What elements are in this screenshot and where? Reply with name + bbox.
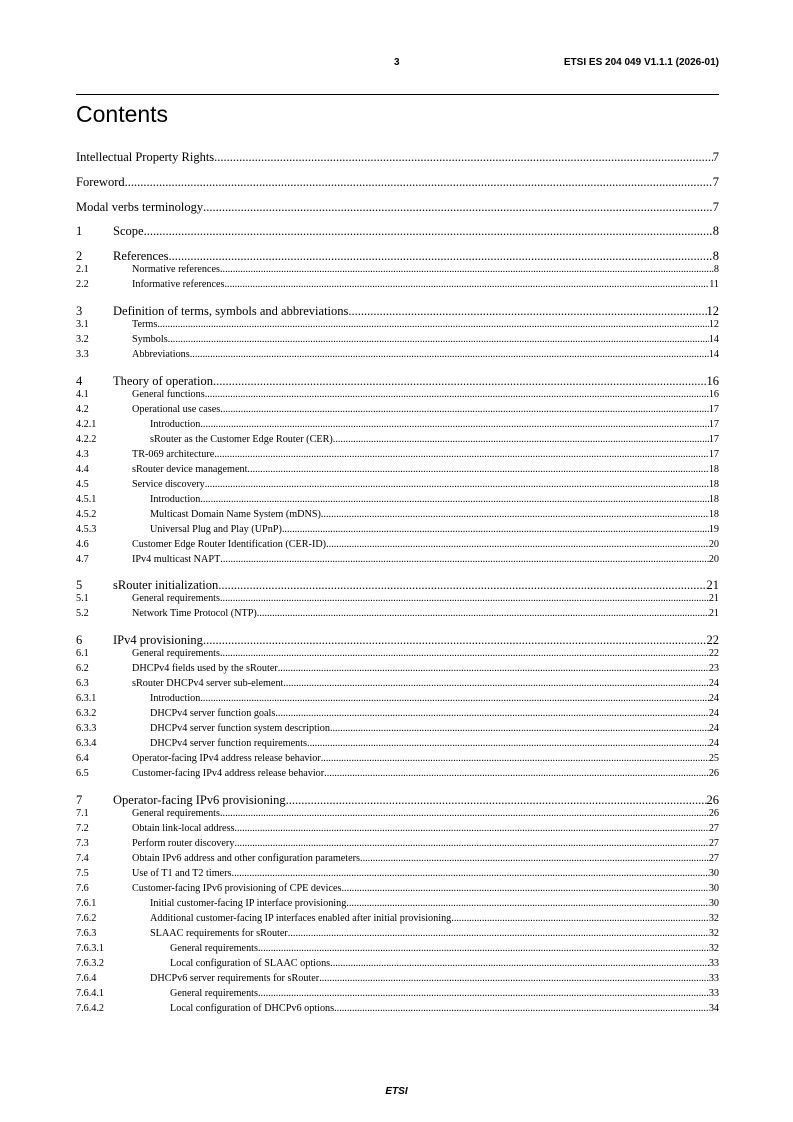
toc-entry-number: 5.1 xyxy=(76,593,89,604)
toc-entry-title: Customer-facing IPv6 provisioning of CPE devices xyxy=(132,883,342,894)
toc-leader-dots xyxy=(319,973,709,984)
toc-leader-dots xyxy=(213,374,707,389)
toc-entry-title: Operator-facing IPv6 provisioning xyxy=(113,793,286,807)
toc-leader-dots xyxy=(214,150,713,165)
toc-entry-title: Introduction xyxy=(150,419,201,430)
toc-entry-title: Universal Plug and Play (UPnP) xyxy=(150,524,282,535)
toc-entry-title: IPv4 multicast NAPT xyxy=(132,554,221,565)
toc-entry-page: 32 xyxy=(708,928,719,939)
toc-entry-title: Operator-facing IPv4 address release behavior xyxy=(132,753,321,764)
toc-leader-dots xyxy=(334,1003,709,1014)
toc-entry-title: Initial customer-facing IP interface provisioning xyxy=(150,898,347,909)
toc-entry[interactable] xyxy=(76,593,719,605)
toc-leader-dots xyxy=(234,838,708,849)
toc-leader-dots xyxy=(258,988,709,999)
toc-entry-title: General functions xyxy=(132,389,205,400)
toc-entry-page: 11 xyxy=(709,279,719,290)
toc-entry-number: 2.2 xyxy=(76,279,89,290)
toc-entry[interactable] xyxy=(76,279,719,291)
toc-entry-title: Terms xyxy=(132,319,158,330)
toc-entry-number: 4.1 xyxy=(76,389,89,400)
toc-entry-page: 22 xyxy=(706,633,719,647)
page-footer: ETSI xyxy=(385,1086,408,1097)
toc-leader-dots xyxy=(232,868,709,879)
toc-entry-title: sRouter DHCPv4 server sub-element xyxy=(132,678,284,689)
toc-entry[interactable] xyxy=(76,868,719,880)
toc-entry-number: 7.6 xyxy=(76,883,89,894)
toc-entry[interactable] xyxy=(76,464,719,476)
toc-entry[interactable] xyxy=(76,768,719,780)
toc-entry[interactable] xyxy=(76,554,719,566)
toc-entry-title: TR-069 architecture xyxy=(132,449,215,460)
toc-leader-dots xyxy=(214,449,709,460)
toc-entry[interactable] xyxy=(76,539,719,551)
toc-leader-dots xyxy=(220,808,709,819)
toc-leader-dots xyxy=(220,648,709,659)
toc-entry-page: 26 xyxy=(708,768,719,779)
toc-entry-title: DHCPv6 server requirements for sRouter xyxy=(150,973,320,984)
toc-entry-page: 16 xyxy=(708,389,719,400)
toc-leader-dots xyxy=(200,494,708,505)
toc-entry-title: sRouter as the Customer Edge Router (CER) xyxy=(150,434,333,445)
toc-leader-dots xyxy=(321,753,709,764)
toc-entry-page: 7 xyxy=(712,200,719,214)
toc-leader-dots xyxy=(275,708,708,719)
toc-entry-title: Network Time Protocol (NTP) xyxy=(132,608,257,619)
toc-entry-page: 8 xyxy=(712,249,719,263)
toc-entry[interactable] xyxy=(76,883,719,895)
toc-leader-dots xyxy=(247,464,708,475)
toc-entry[interactable] xyxy=(76,898,719,910)
toc-entry-number: 4.2.1 xyxy=(76,419,97,430)
toc-entry-page: 18 xyxy=(708,494,719,505)
toc-entry-title: Operational use cases xyxy=(132,404,221,415)
toc-entry-title: General requirements xyxy=(170,988,258,999)
toc-leader-dots xyxy=(200,693,708,704)
toc-entry-title: General requirements xyxy=(170,943,258,954)
toc-entry-page: 25 xyxy=(708,753,719,764)
toc-entry[interactable] xyxy=(76,578,719,594)
toc-leader-dots xyxy=(307,738,709,749)
toc-entry[interactable] xyxy=(76,419,719,431)
toc-entry-number: 7.1 xyxy=(76,808,89,819)
toc-entry[interactable] xyxy=(76,389,719,401)
toc-entry-page: 18 xyxy=(708,464,719,475)
toc-entry[interactable] xyxy=(76,958,719,970)
toc-entry-title: Scope xyxy=(113,224,144,238)
toc-entry-page: 8 xyxy=(712,224,719,238)
toc-entry-page: 27 xyxy=(708,823,719,834)
toc-entry-number: 2.1 xyxy=(76,264,89,275)
toc-leader-dots xyxy=(324,768,709,779)
toc-entry-title: Modal verbs terminology xyxy=(76,200,204,214)
toc-leader-dots xyxy=(258,943,709,954)
toc-entry-page: 17 xyxy=(708,434,719,445)
toc-leader-dots xyxy=(346,898,708,909)
toc-entry-page: 26 xyxy=(706,793,719,807)
toc-entry-number: 4.5.1 xyxy=(76,494,97,505)
toc-entry-number: 7.3 xyxy=(76,838,89,849)
toc-entry-page: 18 xyxy=(708,479,719,490)
toc-entry[interactable] xyxy=(76,404,719,416)
toc-entry[interactable] xyxy=(76,374,719,390)
toc-entry-title: General requirements xyxy=(132,808,220,819)
toc-entry-title: Multicast Domain Name System (mDNS) xyxy=(150,509,321,520)
toc-entry-title: Informative references xyxy=(132,279,225,290)
toc-entry-number: 6.3.2 xyxy=(76,708,97,719)
toc-entry[interactable] xyxy=(76,853,719,865)
toc-entry-number: 7.2 xyxy=(76,823,89,834)
header-divider xyxy=(76,94,719,95)
toc-entry-number: 7.5 xyxy=(76,868,89,879)
toc-entry[interactable] xyxy=(76,678,719,690)
toc-entry-page: 32 xyxy=(708,943,719,954)
toc-entry-title: Customer Edge Router Identification (CER-ID) xyxy=(132,539,327,550)
toc-entry[interactable] xyxy=(76,693,719,705)
toc-entry-number: 7 xyxy=(76,793,83,807)
toc-entry[interactable] xyxy=(76,479,719,491)
toc-leader-dots xyxy=(326,539,709,550)
toc-leader-dots xyxy=(330,958,709,969)
toc-entry-number: 3.3 xyxy=(76,349,89,360)
toc-entry-title: Introduction xyxy=(150,693,201,704)
toc-entry-page: 21 xyxy=(708,593,719,604)
toc-entry-page: 24 xyxy=(708,738,719,749)
toc-entry-title: SLAAC requirements for sRouter xyxy=(150,928,288,939)
toc-entry-title: IPv4 provisioning xyxy=(113,633,203,647)
toc-entry[interactable] xyxy=(76,648,719,660)
toc-entry[interactable] xyxy=(76,928,719,940)
toc-entry-number: 6.3 xyxy=(76,678,89,689)
toc-entry-page: 19 xyxy=(708,524,719,535)
toc-entry[interactable] xyxy=(76,808,719,820)
toc-leader-dots xyxy=(330,723,709,734)
toc-entry-title: Customer-facing IPv4 address release behavior xyxy=(132,768,325,779)
toc-entry-title: Definition of terms, symbols and abbreviations xyxy=(113,304,349,318)
toc-entry-number: 4.2 xyxy=(76,404,89,415)
toc-entry[interactable] xyxy=(76,633,719,649)
toc-entry-number: 5.2 xyxy=(76,608,89,619)
toc-entry-number: 4 xyxy=(76,374,83,388)
toc-entry[interactable] xyxy=(76,793,719,809)
toc-entry-page: 30 xyxy=(708,883,719,894)
document-id: ETSI ES 204 049 V1.1.1 (2026-01) xyxy=(563,57,719,68)
toc-entry-page: 32 xyxy=(708,913,719,924)
toc-entry-page: 22 xyxy=(708,648,719,659)
toc-leader-dots xyxy=(234,823,708,834)
toc-leader-dots xyxy=(333,434,709,445)
toc-entry-number: 4.3 xyxy=(76,449,89,460)
toc-entry[interactable] xyxy=(76,264,719,276)
toc-entry-number: 6 xyxy=(76,633,83,647)
toc-entry-number: 3 xyxy=(76,304,83,318)
toc-leader-dots xyxy=(348,304,706,319)
toc-entry[interactable] xyxy=(76,200,719,216)
toc-entry-title: Foreword xyxy=(76,175,125,189)
toc-entry-page: 21 xyxy=(708,608,719,619)
toc-leader-dots xyxy=(203,633,707,648)
toc-leader-dots xyxy=(257,608,709,619)
toc-entry-page: 20 xyxy=(708,554,719,565)
toc-entry[interactable] xyxy=(76,913,719,925)
toc-entry-number: 6.5 xyxy=(76,768,89,779)
toc-entry[interactable] xyxy=(76,150,719,166)
toc-entry[interactable] xyxy=(76,738,719,750)
page-title: Contents xyxy=(76,101,169,127)
toc-entry-title: Normative references xyxy=(132,264,220,275)
toc-entry[interactable] xyxy=(76,943,719,955)
toc-entry-page: 14 xyxy=(708,349,719,360)
toc-entry[interactable] xyxy=(76,708,719,720)
toc-leader-dots xyxy=(125,175,713,190)
toc-entry[interactable] xyxy=(76,823,719,835)
toc-entry-title: Theory of operation xyxy=(113,374,213,388)
toc-entry[interactable] xyxy=(76,988,719,1000)
toc-leader-dots xyxy=(220,593,709,604)
toc-entry-page: 33 xyxy=(708,973,719,984)
toc-entry-number: 3.1 xyxy=(76,319,89,330)
toc-leader-dots xyxy=(220,404,709,415)
toc-entry-title: DHCPv4 server function system description xyxy=(150,723,330,734)
toc-entry-page: 33 xyxy=(708,958,719,969)
toc-leader-dots xyxy=(220,554,709,565)
toc-entry-title: Service discovery xyxy=(132,479,205,490)
toc-leader-dots xyxy=(218,578,706,593)
toc-entry[interactable] xyxy=(76,524,719,536)
toc-entry-number: 6.3.3 xyxy=(76,723,97,734)
toc-entry-title: Introduction xyxy=(150,494,201,505)
toc-entry-number: 7.6.1 xyxy=(76,898,97,909)
toc-entry-number: 6.1 xyxy=(76,648,89,659)
toc-entry-number: 7.6.3.2 xyxy=(76,958,105,969)
toc-leader-dots xyxy=(220,264,714,275)
toc-entry-page: 7 xyxy=(712,175,719,189)
toc-entry[interactable] xyxy=(76,449,719,461)
toc-entry[interactable] xyxy=(76,304,719,320)
toc-entry[interactable] xyxy=(76,434,719,446)
toc-leader-dots xyxy=(286,793,707,808)
toc-entry-number: 6.4 xyxy=(76,753,89,764)
toc-entry[interactable] xyxy=(76,319,719,331)
toc-entry-page: 24 xyxy=(708,693,719,704)
toc-entry[interactable] xyxy=(76,1003,719,1015)
toc-entry-title: Obtain link-local address xyxy=(132,823,235,834)
toc-entry-number: 7.4 xyxy=(76,853,89,864)
toc-entry-title: References xyxy=(113,249,169,263)
toc-entry-title: DHCPv4 server function goals xyxy=(150,708,276,719)
toc-entry-number: 5 xyxy=(76,578,83,592)
toc-entry-page: 24 xyxy=(708,723,719,734)
toc-entry-page: 26 xyxy=(708,808,719,819)
toc-entry[interactable] xyxy=(76,175,719,191)
toc-entry[interactable] xyxy=(76,723,719,735)
toc-leader-dots xyxy=(341,883,708,894)
toc-entry-page: 17 xyxy=(708,449,719,460)
toc-entry-page: 12 xyxy=(708,319,719,330)
toc-entry-page: 18 xyxy=(708,509,719,520)
toc-entry-page: 24 xyxy=(708,708,719,719)
toc-entry[interactable] xyxy=(76,753,719,765)
toc-leader-dots xyxy=(224,279,709,290)
toc-leader-dots xyxy=(451,913,709,924)
page-number: 3 xyxy=(394,57,400,68)
toc-entry-number: 3.2 xyxy=(76,334,89,345)
toc-entry[interactable] xyxy=(76,349,719,361)
toc-entry-number: 4.4 xyxy=(76,464,89,475)
toc-entry-title: DHCPv4 server function requirements xyxy=(150,738,308,749)
toc-entry-number: 4.6 xyxy=(76,539,89,550)
toc-leader-dots xyxy=(157,319,708,330)
toc-entry-title: Obtain IPv6 address and other configuration parameters xyxy=(132,853,361,864)
toc-entry-title: Symbols xyxy=(132,334,168,345)
toc-entry-title: Use of T1 and T2 timers xyxy=(132,868,232,879)
toc-leader-dots xyxy=(282,524,709,535)
toc-entry-title: General requirements xyxy=(132,648,220,659)
toc-leader-dots xyxy=(283,678,708,689)
toc-entry[interactable] xyxy=(76,973,719,985)
toc-entry-page: 20 xyxy=(708,539,719,550)
toc-leader-dots xyxy=(360,853,709,864)
toc-entry-number: 1 xyxy=(76,224,83,238)
toc-entry-page: 17 xyxy=(708,404,719,415)
toc-leader-dots xyxy=(205,389,709,400)
toc-entry-number: 7.6.3 xyxy=(76,928,97,939)
toc-entry-title: Abbreviations xyxy=(132,349,190,360)
toc-entry-title: sRouter device management xyxy=(132,464,248,475)
toc-entry-title: General requirements xyxy=(132,593,220,604)
toc-entry-page: 23 xyxy=(708,663,719,674)
toc-entry[interactable] xyxy=(76,608,719,620)
page-header xyxy=(76,57,719,73)
toc-entry-number: 6.3.4 xyxy=(76,738,97,749)
toc-leader-dots xyxy=(203,200,713,215)
toc-leader-dots xyxy=(321,509,709,520)
toc-entry-page: 17 xyxy=(708,419,719,430)
toc-entry-page: 7 xyxy=(712,150,719,164)
toc-entry-page: 8 xyxy=(713,264,719,275)
toc-entry-page: 30 xyxy=(708,898,719,909)
toc-entry-title: Local configuration of DHCPv6 options xyxy=(170,1003,335,1014)
toc-entry-title: sRouter initialization xyxy=(113,578,219,592)
toc-entry-page: 27 xyxy=(708,853,719,864)
toc-entry-page: 12 xyxy=(706,304,719,318)
toc-entry-title: Intellectual Property Rights xyxy=(76,150,215,164)
toc-entry-number: 7.6.2 xyxy=(76,913,97,924)
toc-leader-dots xyxy=(168,334,709,345)
toc-entry-title: Perform router discovery xyxy=(132,838,235,849)
toc-entry-page: 24 xyxy=(708,678,719,689)
toc-leader-dots xyxy=(278,663,709,674)
toc-entry-page: 34 xyxy=(708,1003,719,1014)
toc-entry-number: 4.5.2 xyxy=(76,509,97,520)
toc-entry-number: 4.7 xyxy=(76,554,89,565)
toc-entry[interactable] xyxy=(76,224,719,240)
toc-entry-number: 4.5 xyxy=(76,479,89,490)
toc-entry[interactable] xyxy=(76,249,719,265)
toc-leader-dots xyxy=(169,249,713,264)
toc-leader-dots xyxy=(205,479,709,490)
toc-entry-page: 30 xyxy=(708,868,719,879)
toc-entry-number: 7.6.4 xyxy=(76,973,97,984)
toc-entry-page: 21 xyxy=(706,578,719,592)
toc-entry[interactable] xyxy=(76,494,719,506)
toc-entry-number: 2 xyxy=(76,249,83,263)
toc-entry-number: 7.6.4.1 xyxy=(76,988,105,999)
toc-entry-number: 4.2.2 xyxy=(76,434,97,445)
toc-entry-number: 7.6.4.2 xyxy=(76,1003,105,1014)
toc-entry[interactable] xyxy=(76,663,719,675)
toc-entry[interactable] xyxy=(76,334,719,346)
toc-entry-page: 14 xyxy=(708,334,719,345)
toc-entry-title: DHCPv4 fields used by the sRouter xyxy=(132,663,278,674)
toc-entry-page: 33 xyxy=(708,988,719,999)
toc-entry-page: 16 xyxy=(706,374,719,388)
toc-leader-dots xyxy=(190,349,709,360)
toc-entry-number: 4.5.3 xyxy=(76,524,97,535)
toc-entry-number: 7.6.3.1 xyxy=(76,943,105,954)
toc-entry[interactable] xyxy=(76,838,719,850)
toc-entry-number: 6.3.1 xyxy=(76,693,97,704)
toc-leader-dots xyxy=(288,928,709,939)
toc-leader-dots xyxy=(200,419,708,430)
toc-entry-title: Local configuration of SLAAC options xyxy=(170,958,331,969)
toc-entry-title: Additional customer-facing IP interfaces enabled after initial provisioning xyxy=(150,913,452,924)
toc-entry[interactable] xyxy=(76,509,719,521)
toc-entry-page: 27 xyxy=(708,838,719,849)
toc-leader-dots xyxy=(144,224,713,239)
toc-entry-number: 6.2 xyxy=(76,663,89,674)
